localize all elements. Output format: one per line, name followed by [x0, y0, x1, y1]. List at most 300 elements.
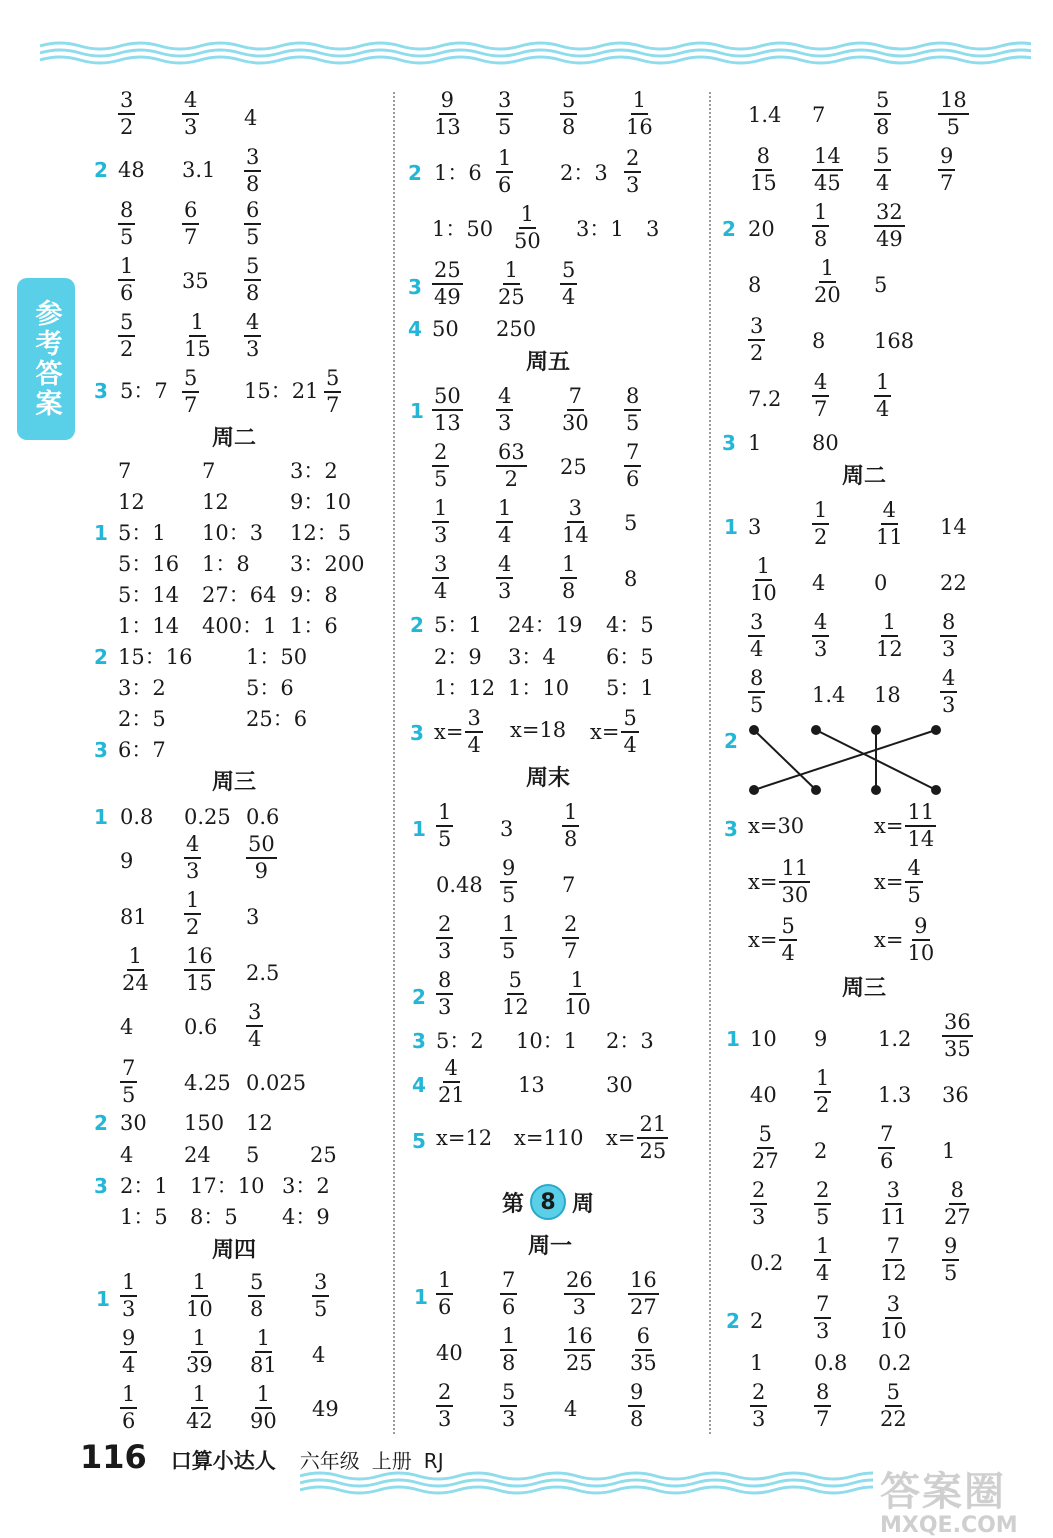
numerator: 1	[755, 554, 772, 581]
numerator: 1	[436, 800, 453, 827]
fraction	[750, 1380, 767, 1432]
numerator: 3	[748, 314, 765, 341]
answer-value: 20	[748, 217, 775, 241]
fraction-answer	[436, 968, 453, 1020]
match-dot	[811, 725, 821, 735]
answer-value: 36	[942, 1083, 969, 1107]
equation-answer	[874, 800, 936, 852]
answer-value: 30	[606, 1073, 633, 1097]
denominator: 8	[502, 1351, 516, 1375]
answer-value: 9：10	[290, 490, 352, 514]
match-dot	[749, 785, 759, 795]
numerator: 8	[624, 384, 641, 411]
section-heading: 周三	[842, 976, 887, 1001]
fraction	[628, 1268, 659, 1320]
numerator: 2	[432, 440, 449, 467]
fraction-answer	[246, 1000, 263, 1052]
fraction	[624, 440, 641, 492]
answer-value: 80	[812, 431, 839, 455]
question-number: 3	[94, 738, 108, 762]
fraction-answer	[244, 254, 261, 306]
answer-value: 4	[120, 1143, 134, 1167]
denominator: 6	[120, 281, 134, 305]
fraction-answer	[750, 1178, 767, 1230]
numerator: 5	[779, 914, 796, 941]
answer-value: 25	[560, 455, 587, 479]
fraction	[436, 1056, 467, 1108]
numerator: 5	[248, 1270, 265, 1297]
denominator: 6	[880, 1149, 894, 1173]
fraction-answer	[244, 310, 261, 362]
answer-value: 24：19	[508, 613, 583, 637]
numerator: 3	[244, 145, 261, 172]
fraction	[905, 856, 922, 908]
denominator: 9	[254, 859, 269, 883]
numerator: 3	[312, 1270, 329, 1297]
fraction-answer	[812, 200, 829, 252]
numerator: 7	[500, 1268, 517, 1295]
grade-label: 六年级	[299, 1449, 360, 1473]
fraction-answer	[118, 88, 135, 140]
answer-value: 27：64	[202, 583, 277, 607]
answer-value: 9	[120, 849, 134, 873]
numerator: 5	[560, 88, 577, 115]
section-heading: 周四	[212, 1238, 257, 1263]
numerator: 4	[905, 856, 922, 883]
fraction	[748, 554, 779, 606]
denominator: 3	[438, 995, 452, 1019]
fraction-answer	[874, 200, 905, 252]
fraction-answer	[874, 370, 891, 422]
answer-value: 4	[812, 571, 826, 595]
fraction-answer	[874, 144, 891, 196]
fraction-answer	[628, 1324, 659, 1376]
denominator: 4	[467, 733, 481, 757]
numerator: 25	[432, 258, 463, 285]
fraction-answer	[432, 384, 463, 436]
numerator: 7	[624, 440, 641, 467]
fraction	[432, 440, 449, 492]
denominator: 8	[814, 227, 828, 251]
question-number: 3	[94, 379, 108, 403]
numerator: 1	[496, 496, 513, 523]
equation-text: x=110	[514, 1126, 584, 1150]
denominator: 3	[184, 115, 198, 139]
numerator: 5	[874, 88, 891, 115]
answer-value: 5	[624, 511, 638, 535]
fraction-answer	[184, 832, 201, 884]
fraction	[244, 310, 261, 362]
answer-value: 4：9	[282, 1205, 330, 1229]
fraction-answer	[562, 912, 579, 964]
answer-value: 1.4	[812, 683, 846, 707]
fraction	[905, 914, 936, 966]
fraction	[940, 666, 957, 718]
numerator: 2	[436, 1380, 453, 1407]
fraction	[244, 145, 261, 197]
answer-value: 168	[874, 329, 915, 353]
fraction	[624, 146, 641, 198]
fraction	[246, 832, 277, 884]
fraction-answer	[814, 1234, 831, 1286]
denominator: 7	[564, 939, 578, 963]
denominator: 10	[880, 1319, 907, 1343]
answer-value: 8	[748, 273, 762, 297]
fraction	[118, 198, 135, 250]
answer-value: 400：1	[202, 614, 277, 638]
denominator: 8	[564, 827, 578, 851]
fraction-answer	[942, 1010, 973, 1062]
denominator: 5	[314, 1297, 328, 1321]
denominator: 81	[250, 1353, 277, 1377]
denominator: 3	[626, 173, 640, 197]
fraction-answer	[500, 968, 531, 1020]
fraction-answer	[184, 944, 215, 996]
question-number: 5	[412, 1129, 426, 1153]
equation-answer	[436, 1126, 492, 1150]
answer-value: 3：1	[576, 217, 624, 241]
denominator: 6	[122, 1409, 136, 1433]
fraction	[496, 440, 527, 492]
denominator: 8	[630, 1407, 644, 1431]
fraction	[812, 498, 829, 550]
numerator: 5	[500, 1380, 517, 1407]
denominator: 10	[564, 995, 591, 1019]
equation-answer	[510, 718, 566, 742]
denominator: 5	[120, 225, 134, 249]
equation-text: x=	[748, 870, 778, 894]
question-number: 1	[414, 1285, 428, 1309]
denominator: 20	[814, 283, 841, 307]
fraction	[118, 88, 135, 140]
fraction	[500, 912, 517, 964]
question-number: 2	[412, 985, 426, 1009]
answer-value: 81	[120, 905, 147, 929]
answer-value: 3	[246, 905, 260, 929]
denominator: 12	[876, 637, 903, 661]
match-dot	[931, 725, 941, 735]
question-number: 1	[412, 817, 426, 841]
fraction	[248, 1326, 279, 1378]
fraction-answer	[118, 254, 135, 306]
denominator: 2	[750, 341, 764, 365]
fraction	[748, 144, 779, 196]
numerator: 1	[118, 254, 135, 281]
denominator: 50	[514, 229, 541, 253]
answer-value: 7.2	[748, 387, 782, 411]
fraction	[324, 366, 341, 418]
fraction-answer	[432, 88, 463, 140]
fraction	[938, 88, 969, 140]
denominator: 49	[876, 227, 903, 251]
numerator: 3	[885, 1178, 902, 1205]
denominator: 3	[246, 337, 260, 361]
fraction	[500, 856, 517, 908]
numerator: 1	[500, 912, 517, 939]
answer-value: 5：14	[118, 583, 180, 607]
numerator: 3	[567, 496, 584, 523]
fraction	[184, 944, 215, 996]
fraction-answer	[500, 1324, 517, 1376]
answer-value: 1：6	[434, 161, 482, 185]
answer-value: 5：7	[120, 379, 168, 403]
equation-answer	[590, 706, 639, 758]
fraction	[938, 144, 955, 196]
question-number: 3	[408, 275, 422, 299]
denominator: 8	[246, 172, 260, 196]
numerator: 5	[560, 258, 577, 285]
question-number: 3	[412, 1029, 426, 1053]
denominator: 8	[250, 1297, 264, 1321]
fraction-answer	[750, 1122, 781, 1174]
fraction	[248, 1382, 279, 1434]
denominator: 5	[907, 883, 921, 907]
fraction-answer	[560, 258, 577, 310]
answer-value: 5：1	[434, 613, 482, 637]
answer-value: 3	[500, 817, 514, 841]
fraction	[562, 912, 579, 964]
fraction-answer	[938, 144, 955, 196]
fraction	[560, 496, 591, 548]
answer-value: 40	[750, 1083, 777, 1107]
answer-value: 25：6	[246, 707, 308, 731]
numerator: 32	[874, 200, 905, 227]
equation-text: x=	[590, 720, 620, 744]
denominator: 3	[942, 637, 956, 661]
denominator: 13	[434, 411, 461, 435]
numerator: 1	[881, 610, 898, 637]
denominator: 49	[434, 285, 461, 309]
fraction	[874, 200, 905, 252]
denominator: 22	[880, 1407, 907, 1431]
fraction	[812, 200, 829, 252]
fraction-answer	[938, 88, 969, 140]
fraction	[118, 254, 135, 306]
question-number: 1	[724, 515, 738, 539]
fraction	[748, 666, 765, 718]
denominator: 7	[816, 1407, 830, 1431]
fraction-answer	[436, 1380, 453, 1432]
answer-value: 0.025	[246, 1071, 307, 1095]
fraction-answer	[940, 666, 957, 718]
answer-value: 0.8	[120, 805, 154, 829]
fraction-answer	[244, 145, 261, 197]
equation-text: x=	[874, 870, 904, 894]
denominator: 8	[562, 115, 576, 139]
fraction	[432, 88, 463, 140]
answer-value: 1：14	[118, 614, 180, 638]
fraction	[560, 552, 577, 604]
fraction-answer	[560, 496, 591, 548]
answer-value: 1：50	[432, 217, 494, 241]
numerator: 9	[628, 1380, 645, 1407]
numerator: 1	[631, 88, 648, 115]
answer-value: 17：10	[190, 1174, 265, 1198]
fraction-answer	[814, 1178, 831, 1230]
denominator: 21	[438, 1083, 465, 1107]
denominator: 3	[122, 1297, 136, 1321]
equation-text: x=	[874, 928, 904, 952]
column-divider-2	[709, 92, 711, 1434]
fraction-answer	[874, 610, 905, 662]
answer-value: 4	[244, 106, 258, 130]
answer-value: 2.5	[246, 961, 280, 985]
fraction-answer	[248, 1382, 279, 1434]
numerator: 50	[246, 832, 277, 859]
question-number: 3	[94, 1174, 108, 1198]
equation-text: x=12	[436, 1126, 493, 1150]
fraction	[779, 914, 796, 966]
answer-value: 10：1	[516, 1029, 578, 1053]
fraction-answer	[812, 144, 843, 196]
numerator: 5	[507, 968, 524, 995]
match-dot	[931, 785, 941, 795]
fraction-answer	[120, 1326, 137, 1378]
fraction	[779, 856, 810, 908]
denominator: 7	[940, 171, 954, 195]
answer-value: 12	[246, 1111, 273, 1135]
numerator: 7	[885, 1234, 902, 1261]
fraction	[184, 1326, 215, 1378]
fraction	[182, 88, 199, 140]
fraction-answer	[436, 912, 453, 964]
answer-value: 3	[646, 217, 660, 241]
denominator: 24	[122, 971, 149, 995]
fraction-answer	[500, 912, 517, 964]
numerator: 1	[814, 1066, 831, 1093]
numerator: 1	[432, 496, 449, 523]
denominator: 10	[186, 1297, 213, 1321]
denominator: 4	[122, 1353, 136, 1377]
denominator: 3	[816, 1319, 830, 1343]
numerator: 5	[244, 254, 261, 281]
reference-answers-tab	[17, 278, 75, 440]
answer-value: 24	[184, 1143, 211, 1167]
question-number: 1	[94, 521, 108, 545]
equation-text: x=	[748, 928, 778, 952]
fraction-answer	[246, 832, 277, 884]
fraction	[496, 496, 513, 548]
numerator: 4	[184, 832, 201, 859]
denominator: 3	[752, 1205, 766, 1229]
answer-value: 4	[312, 1343, 326, 1367]
question-number: 2	[722, 217, 736, 241]
fraction-answer	[496, 258, 527, 310]
numerator: 2	[750, 1380, 767, 1407]
fraction-answer	[878, 1178, 909, 1230]
fraction-answer	[184, 1270, 215, 1322]
numerator: 1	[120, 1270, 137, 1297]
section-heading: 周二	[842, 464, 887, 489]
fraction	[244, 198, 261, 250]
watermark-url: MXQE.COM	[880, 1513, 1018, 1538]
denominator: 4	[434, 579, 448, 603]
denominator: 4	[498, 523, 512, 547]
numerator: 5	[182, 366, 199, 393]
numerator: 5	[324, 366, 341, 393]
page-footer	[80, 1438, 444, 1476]
denominator: 2	[814, 525, 828, 549]
fraction	[248, 1270, 265, 1322]
answer-value: 4	[564, 1397, 578, 1421]
numerator: 2	[436, 912, 453, 939]
numerator: 8	[814, 1380, 831, 1407]
numerator: 2	[814, 1178, 831, 1205]
answer-value: 1：5	[120, 1205, 168, 1229]
denominator: 3	[502, 1407, 516, 1431]
numerator: 4	[881, 498, 898, 525]
denominator: 12	[880, 1261, 907, 1285]
denominator: 14	[562, 523, 589, 547]
fraction	[246, 1000, 263, 1052]
numerator: 1	[562, 800, 579, 827]
equation-answer	[434, 706, 483, 758]
equation-answer	[874, 856, 923, 908]
equation-answer	[874, 914, 936, 966]
answer-value: 9	[814, 1027, 828, 1051]
numerator: 1	[569, 968, 586, 995]
answer-value: 1.3	[878, 1083, 912, 1107]
numerator: 3	[432, 552, 449, 579]
denominator: 35	[944, 1037, 971, 1061]
denominator: 5	[502, 883, 516, 907]
fraction	[500, 1380, 517, 1432]
denominator: 3	[498, 411, 512, 435]
numerator: 4	[812, 370, 829, 397]
numerator: 1	[191, 1382, 208, 1409]
denominator: 15	[186, 971, 213, 995]
fraction	[560, 384, 591, 436]
fraction-answer	[496, 384, 513, 436]
fraction-answer	[628, 1380, 645, 1432]
watermark	[880, 1470, 1018, 1538]
fraction	[184, 1270, 215, 1322]
denominator: 15	[750, 171, 777, 195]
fraction	[750, 1122, 781, 1174]
denominator: 5	[122, 1083, 136, 1107]
denominator: 35	[630, 1351, 657, 1375]
fraction-answer	[120, 1270, 137, 1322]
fraction	[874, 498, 905, 550]
fraction-answer	[624, 88, 655, 140]
denominator: 8	[246, 281, 260, 305]
question-number: 3	[724, 817, 738, 841]
fraction	[748, 314, 765, 366]
question-number: 1	[94, 805, 108, 829]
denominator: 3	[942, 693, 956, 717]
answer-value: 5	[874, 273, 888, 297]
fraction-answer	[184, 888, 201, 940]
numerator: 5	[118, 310, 135, 337]
question-number: 1	[96, 1287, 110, 1311]
fraction	[905, 800, 936, 852]
fraction	[432, 384, 463, 436]
numerator: 7	[567, 384, 584, 411]
question-number: 2	[726, 1309, 740, 1333]
numerator: 7	[878, 1122, 895, 1149]
fraction-answer	[248, 1270, 265, 1322]
numerator: 3	[496, 88, 513, 115]
fraction	[184, 888, 201, 940]
fraction	[750, 1178, 767, 1230]
fraction-answer	[748, 144, 779, 196]
fraction	[624, 88, 655, 140]
answer-value: 0.2	[750, 1251, 784, 1275]
match-dot	[811, 785, 821, 795]
answer-value: 4.25	[184, 1071, 231, 1095]
equation-text: x=	[874, 814, 904, 838]
fraction	[812, 144, 843, 196]
